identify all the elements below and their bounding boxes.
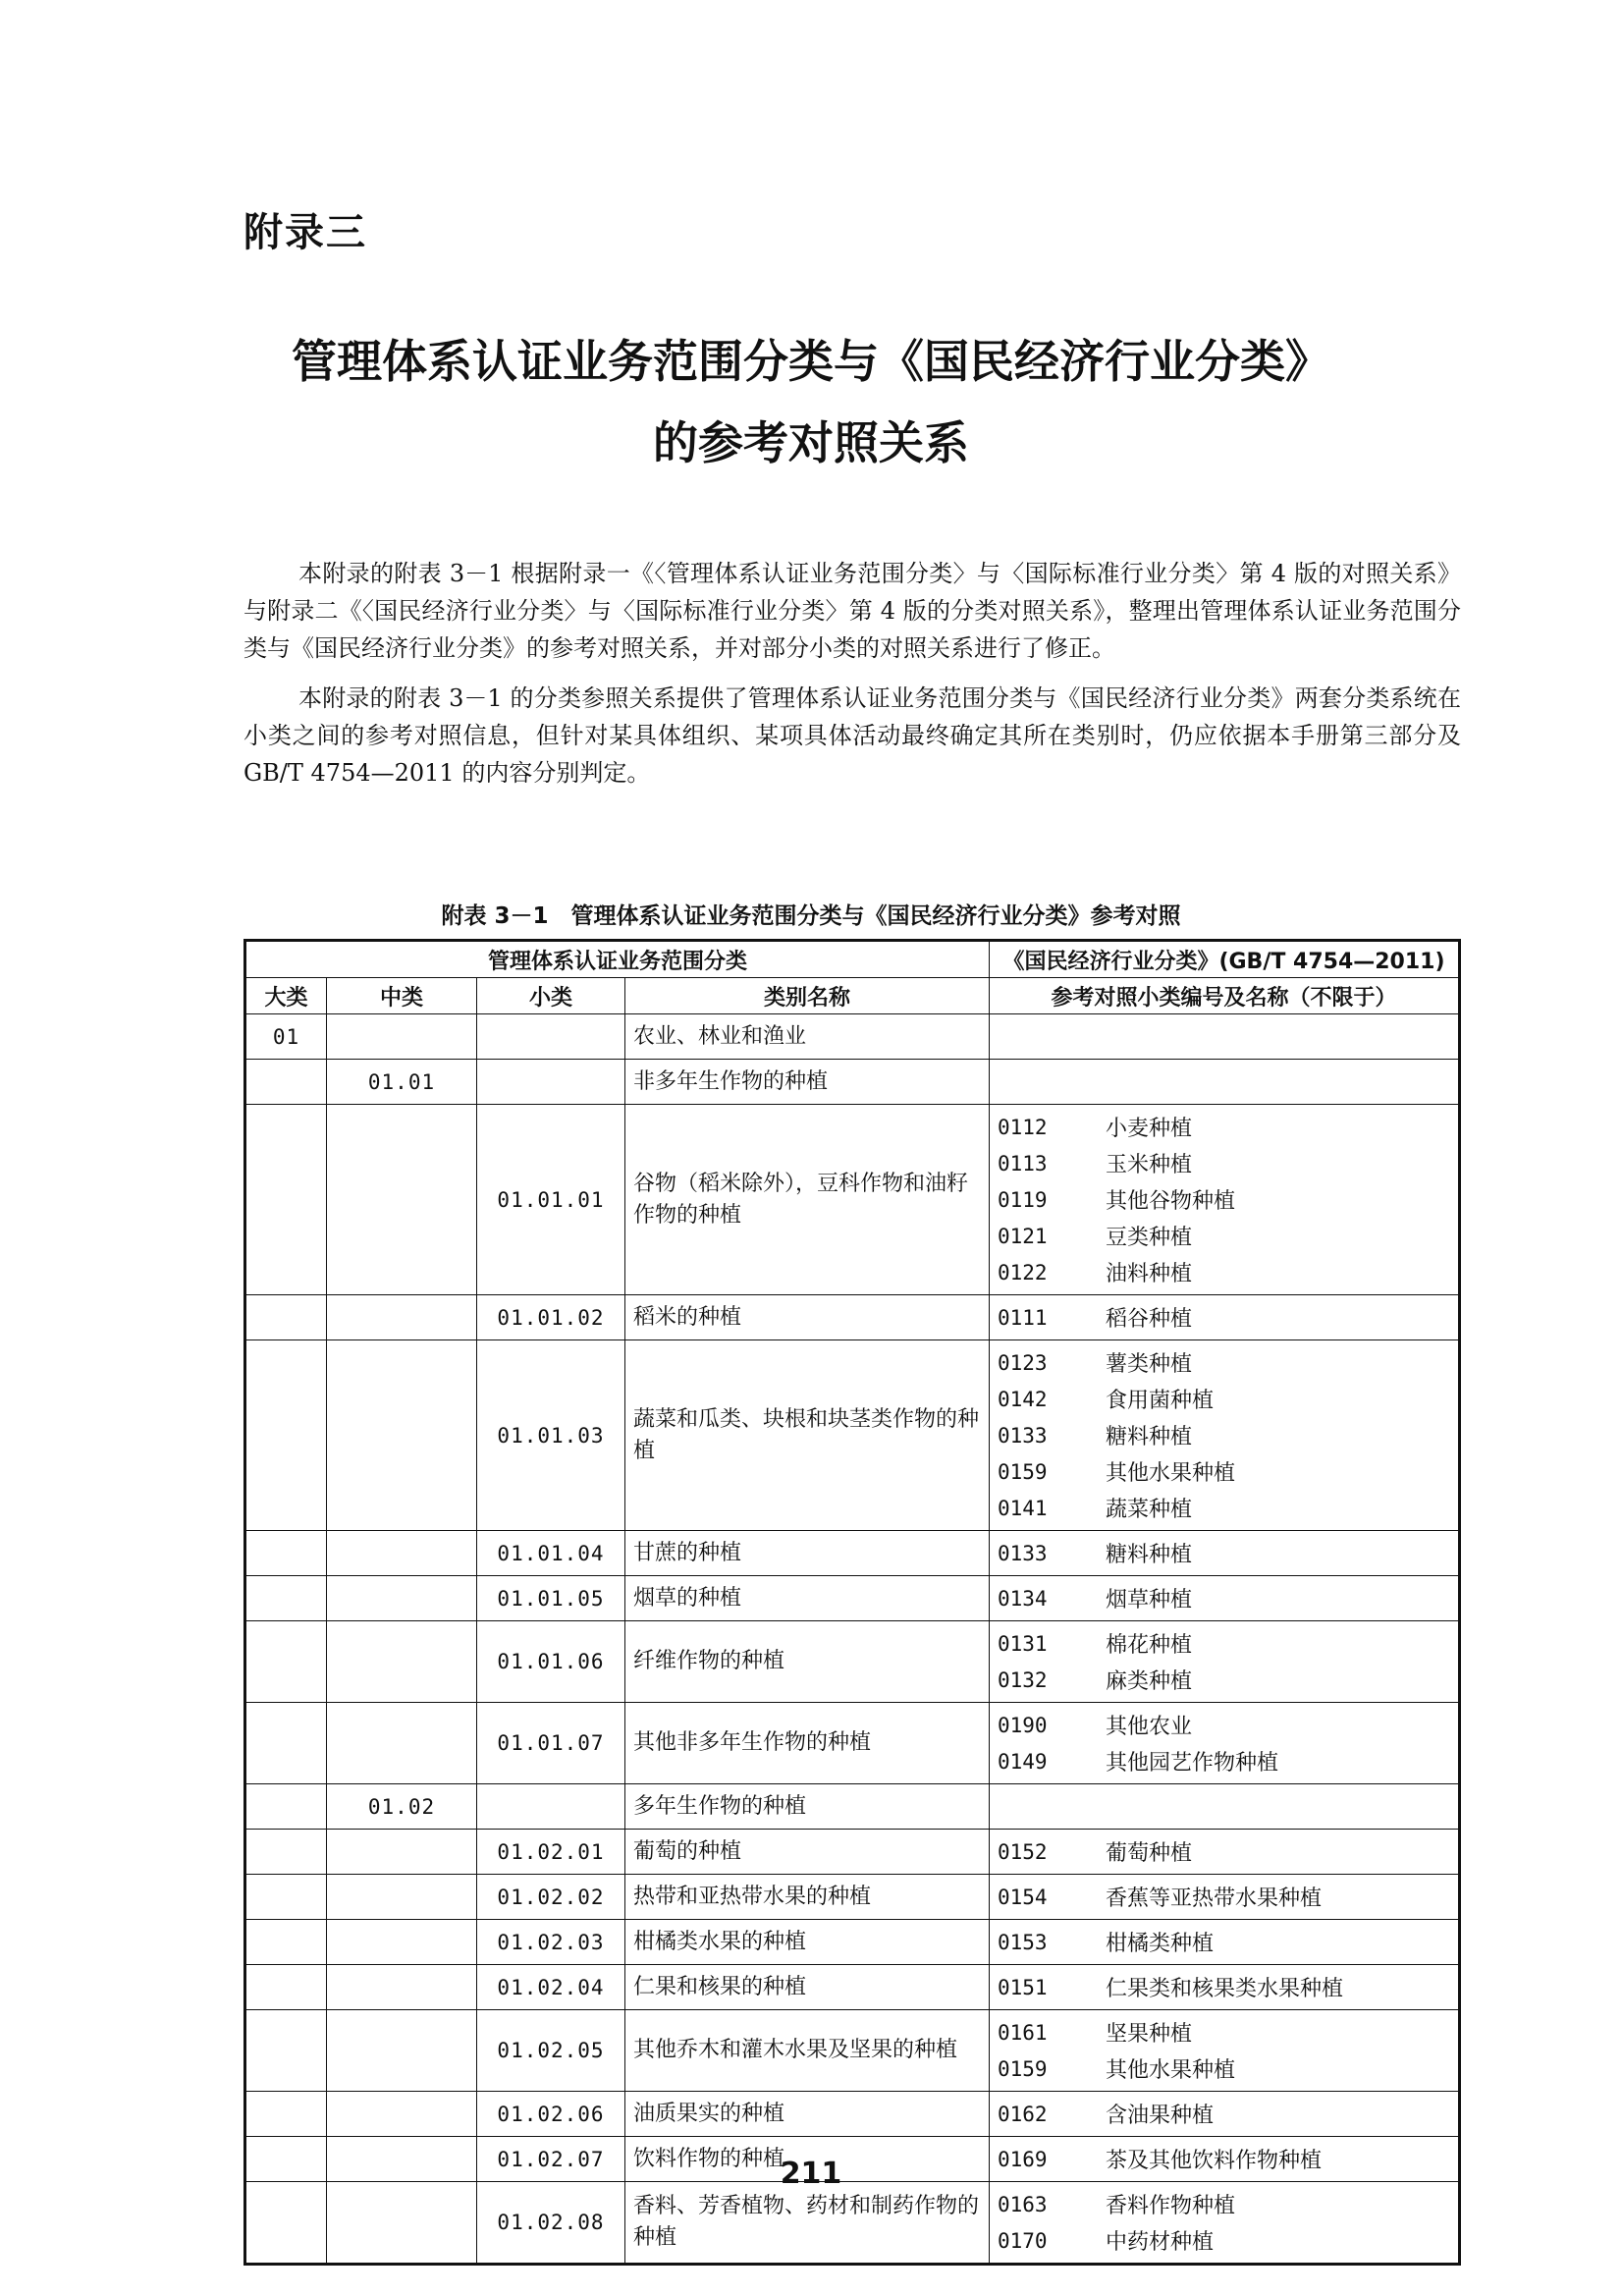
cell-minor: 01.02.03 — [477, 1920, 625, 1965]
cell-middle — [327, 1340, 477, 1531]
cell-minor: 01.02.02 — [477, 1875, 625, 1920]
mapping-table — [243, 939, 1461, 2266]
cell-name: 多年生作物的种植 — [625, 1784, 990, 1830]
ref-label: 其他农业 — [1106, 1715, 1193, 1739]
cell-minor: 01.02.06 — [477, 2092, 625, 2137]
cell-minor — [477, 1060, 625, 1105]
cell-refs — [990, 2092, 1460, 2137]
table-row — [245, 1621, 1460, 1703]
ref-label: 含油果种植 — [1106, 2104, 1215, 2128]
ref-label: 其他谷物种植 — [1106, 1189, 1236, 1214]
page-title-line1: 管理体系认证业务范围分类与《国民经济行业分类》 — [292, 335, 1330, 388]
cell-major — [245, 1531, 327, 1576]
ref-code: 0152 — [998, 1839, 1048, 1864]
cell-major — [245, 1060, 327, 1105]
cell-middle — [327, 1621, 477, 1703]
ref-label: 小麦种植 — [1106, 1117, 1193, 1141]
cell-minor: 01.01.05 — [477, 1576, 625, 1621]
cell-refs — [990, 2182, 1460, 2265]
ref-item — [998, 2014, 1450, 2050]
cell-name: 其他乔木和灌木水果及坚果的种植 — [625, 2010, 990, 2092]
cell-refs — [990, 1965, 1460, 2010]
ref-code: 0119 — [998, 1187, 1048, 1212]
cell-major — [245, 1576, 327, 1621]
cell-refs — [990, 1014, 1460, 1060]
ref-code: 0151 — [998, 1975, 1048, 1999]
cell-middle — [327, 2092, 477, 2137]
cell-name: 柑橘类水果的种植 — [625, 1920, 990, 1965]
ref-label: 香蕉等亚热带水果种植 — [1106, 1886, 1323, 1911]
ref-item — [998, 2096, 1450, 2132]
cell-name: 蔬菜和瓜类、块根和块茎类作物的种植 — [625, 1340, 990, 1531]
col-header-minor: 小类 — [477, 978, 625, 1014]
cell-minor: 01.02.01 — [477, 1830, 625, 1875]
ref-item — [998, 1299, 1450, 1336]
cell-minor: 01.02.08 — [477, 2182, 625, 2265]
cell-name: 香料、芳香植物、药材和制药作物的种植 — [625, 2182, 990, 2265]
ref-item — [998, 2222, 1450, 2259]
cell-major — [245, 1830, 327, 1875]
ref-item — [998, 1453, 1450, 1490]
ref-label: 糖料种植 — [1106, 1543, 1193, 1567]
ref-label: 其他园艺作物种植 — [1106, 1751, 1279, 1776]
cell-middle — [327, 2182, 477, 2265]
cell-name: 谷物（稻米除外），豆科作物和油籽作物的种植 — [625, 1105, 990, 1295]
ref-label: 薯类种植 — [1106, 1352, 1193, 1377]
page-number: 211 — [780, 2157, 842, 2191]
ref-item — [998, 1490, 1450, 1526]
table-row — [245, 1531, 1460, 1576]
ref-item — [998, 1344, 1450, 1381]
ref-label: 棉花种植 — [1106, 1633, 1193, 1658]
table-body — [245, 1014, 1460, 2265]
ref-code: 0133 — [998, 1423, 1048, 1448]
cell-refs — [990, 1105, 1460, 1295]
ref-item — [998, 1181, 1450, 1218]
cell-major — [245, 1340, 327, 1531]
page-title-line2: 的参考对照关系 — [653, 416, 969, 469]
ref-code: 0159 — [998, 1459, 1048, 1484]
cell-major — [245, 1875, 327, 1920]
group-header-left: 管理体系认证业务范围分类 — [245, 941, 990, 978]
table-caption: 附表 3－1 管理体系认证业务范围分类与《国民经济行业分类》参考对照 — [441, 903, 1181, 929]
cell-refs — [990, 1531, 1460, 1576]
cell-middle — [327, 1576, 477, 1621]
ref-code: 0123 — [998, 1350, 1048, 1375]
table-row — [245, 1965, 1460, 2010]
ref-item — [998, 1625, 1450, 1662]
cell-refs — [990, 1920, 1460, 1965]
cell-middle — [327, 1014, 477, 1060]
cell-minor — [477, 1784, 625, 1830]
ref-label: 中药材种植 — [1106, 2230, 1215, 2255]
cell-name: 仁果和核果的种植 — [625, 1965, 990, 2010]
appendix-label: 附录三 — [243, 210, 367, 255]
cell-middle: 01.01 — [327, 1060, 477, 1105]
ref-label: 柑橘类种植 — [1106, 1932, 1215, 1956]
cell-minor — [477, 1014, 625, 1060]
cell-minor: 01.02.07 — [477, 2137, 625, 2182]
ref-code: 0163 — [998, 2192, 1048, 2216]
cell-major — [245, 1295, 327, 1340]
ref-item — [998, 1707, 1450, 1743]
ref-item — [998, 2186, 1450, 2222]
ref-code: 0131 — [998, 1631, 1048, 1656]
cell-name: 油质果实的种植 — [625, 2092, 990, 2137]
cell-refs — [990, 1830, 1460, 1875]
cell-middle — [327, 1920, 477, 1965]
ref-label: 麻类种植 — [1106, 1669, 1193, 1694]
cell-refs — [990, 1295, 1460, 1340]
cell-minor: 01.01.04 — [477, 1531, 625, 1576]
ref-code: 0111 — [998, 1305, 1048, 1330]
cell-name: 热带和亚热带水果的种植 — [625, 1875, 990, 1920]
ref-item — [998, 1833, 1450, 1870]
ref-code: 0162 — [998, 2102, 1048, 2126]
cell-name: 非多年生作物的种植 — [625, 1060, 990, 1105]
ref-code: 0122 — [998, 1260, 1048, 1285]
ref-item — [998, 1580, 1450, 1616]
cell-middle — [327, 1295, 477, 1340]
ref-label: 蔬菜种植 — [1106, 1498, 1193, 1522]
cell-name: 烟草的种植 — [625, 1576, 990, 1621]
cell-name: 葡萄的种植 — [625, 1830, 990, 1875]
ref-item — [998, 1254, 1450, 1290]
cell-name: 甘蔗的种植 — [625, 1531, 990, 1576]
cell-name: 饮料作物的种植 — [625, 2137, 990, 2182]
table-row — [245, 1340, 1460, 1531]
cell-minor: 01.01.03 — [477, 1340, 625, 1531]
cell-middle — [327, 1105, 477, 1295]
ref-label: 糖料种植 — [1106, 1425, 1193, 1449]
ref-item — [998, 1743, 1450, 1779]
cell-minor: 01.01.07 — [477, 1703, 625, 1784]
ref-code: 0113 — [998, 1151, 1048, 1175]
ref-label: 坚果种植 — [1106, 2022, 1193, 2047]
cell-refs — [990, 2010, 1460, 2092]
cell-name: 其他非多年生作物的种植 — [625, 1703, 990, 1784]
table-row — [245, 2182, 1460, 2265]
col-header-major: 大类 — [245, 978, 327, 1014]
ref-label: 香料作物种植 — [1106, 2194, 1236, 2218]
ref-item — [998, 1535, 1450, 1571]
ref-code: 0149 — [998, 1749, 1048, 1774]
ref-item — [998, 1924, 1450, 1960]
intro-text — [243, 555, 1461, 804]
table-row — [245, 1784, 1460, 1830]
table-row — [245, 2092, 1460, 2137]
ref-label: 茶及其他饮料作物种植 — [1106, 2149, 1323, 2173]
cell-minor: 01.01.01 — [477, 1105, 625, 1295]
ref-item — [998, 1879, 1450, 1915]
ref-item — [998, 1662, 1450, 1698]
table-row — [245, 1830, 1460, 1875]
ref-item — [998, 1218, 1450, 1254]
ref-code: 0154 — [998, 1885, 1048, 1909]
ref-item — [998, 1381, 1450, 1417]
cell-refs — [990, 1703, 1460, 1784]
cell-refs — [990, 1340, 1460, 1531]
cell-refs — [990, 1576, 1460, 1621]
ref-label: 其他水果种植 — [1106, 2058, 1236, 2083]
cell-major — [245, 1784, 327, 1830]
ref-item — [998, 1145, 1450, 1181]
cell-middle — [327, 1703, 477, 1784]
table-row — [245, 1920, 1460, 1965]
col-header-name: 类别名称 — [625, 978, 990, 1014]
ref-label: 豆类种植 — [1106, 1226, 1193, 1250]
cell-refs — [990, 1784, 1460, 1830]
ref-code: 0134 — [998, 1586, 1048, 1611]
cell-minor: 01.01.02 — [477, 1295, 625, 1340]
table-row — [245, 1060, 1460, 1105]
cell-major — [245, 2092, 327, 2137]
cell-minor: 01.02.04 — [477, 1965, 625, 2010]
cell-name: 稻米的种植 — [625, 1295, 990, 1340]
ref-code: 0133 — [998, 1541, 1048, 1565]
cell-refs — [990, 1060, 1460, 1105]
cell-major — [245, 1965, 327, 2010]
ref-label: 仁果类和核果类水果种植 — [1106, 1977, 1344, 2001]
table-row — [245, 1105, 1460, 1295]
cell-major — [245, 1703, 327, 1784]
ref-code: 0121 — [998, 1224, 1048, 1248]
cell-middle: 01.02 — [327, 1784, 477, 1830]
cell-minor: 01.01.06 — [477, 1621, 625, 1703]
ref-label: 油料种植 — [1106, 1262, 1193, 1286]
ref-code: 0141 — [998, 1496, 1048, 1520]
ref-code: 0161 — [998, 2020, 1048, 2045]
table-row — [245, 1875, 1460, 1920]
cell-minor: 01.02.05 — [477, 2010, 625, 2092]
intro-paragraph-2: 本附录的附表 3－1 的分类参照关系提供了管理体系认证业务范围分类与《国民经济行业分类》两套分类系统在小类之间的参考对照信息，但针对某具体组织、某项具体活动最终确定其所在类别时，仍应依据本手册第三部分及 GB/T 4754—2011 的内容分别判定。 — [243, 684, 1461, 787]
cell-major — [245, 1105, 327, 1295]
cell-middle — [327, 1531, 477, 1576]
ref-code: 0169 — [998, 2147, 1048, 2171]
ref-code: 0153 — [998, 1930, 1048, 1954]
ref-label: 玉米种植 — [1106, 1153, 1193, 1177]
cell-major: 01 — [245, 1014, 327, 1060]
ref-label: 其他水果种植 — [1106, 1461, 1236, 1486]
cell-major — [245, 1920, 327, 1965]
ref-code: 0132 — [998, 1667, 1048, 1692]
ref-label: 食用菌种植 — [1106, 1389, 1215, 1413]
cell-major — [245, 2010, 327, 2092]
cell-name: 农业、林业和渔业 — [625, 1014, 990, 1060]
group-header-right: 《国民经济行业分类》(GB/T 4754—2011) — [990, 941, 1460, 978]
ref-item — [998, 1109, 1450, 1145]
ref-label: 烟草种植 — [1106, 1588, 1193, 1613]
cell-name: 纤维作物的种植 — [625, 1621, 990, 1703]
col-header-refs: 参考对照小类编号及名称（不限于） — [990, 978, 1460, 1014]
ref-label: 稻谷种植 — [1106, 1307, 1193, 1332]
ref-item — [998, 1417, 1450, 1453]
ref-label: 葡萄种植 — [1106, 1841, 1193, 1866]
cell-refs — [990, 1875, 1460, 1920]
ref-code: 0159 — [998, 2056, 1048, 2081]
cell-middle — [327, 1875, 477, 1920]
ref-code: 0190 — [998, 1713, 1048, 1737]
table-row — [245, 1014, 1460, 1060]
table-row — [245, 2010, 1460, 2092]
ref-code: 0170 — [998, 2228, 1048, 2253]
cell-middle — [327, 2010, 477, 2092]
table-row — [245, 1703, 1460, 1784]
cell-major — [245, 1621, 327, 1703]
cell-middle — [327, 1965, 477, 2010]
ref-code: 0112 — [998, 1115, 1048, 1139]
cell-major — [245, 2182, 327, 2265]
intro-paragraph-1: 本附录的附表 3－1 根据附录一《〈管理体系认证业务范围分类〉与〈国际标准行业分类〉第 4 版的对照关系》与附录二《〈国民经济行业分类〉与〈国际标准行业分类〉第 4 版的分类对照关系》，整理出管理体系认证业务范围分类与《国民经济行业分类》的参考对照关系，并对部分小类的对照关系进行了修正。 — [243, 560, 1461, 662]
col-header-middle: 中类 — [327, 978, 477, 1014]
ref-item — [998, 2050, 1450, 2087]
table-row — [245, 1576, 1460, 1621]
ref-item — [998, 1969, 1450, 2005]
cell-refs — [990, 1621, 1460, 1703]
table-row — [245, 1295, 1460, 1340]
ref-code: 0142 — [998, 1387, 1048, 1411]
cell-middle — [327, 1830, 477, 1875]
